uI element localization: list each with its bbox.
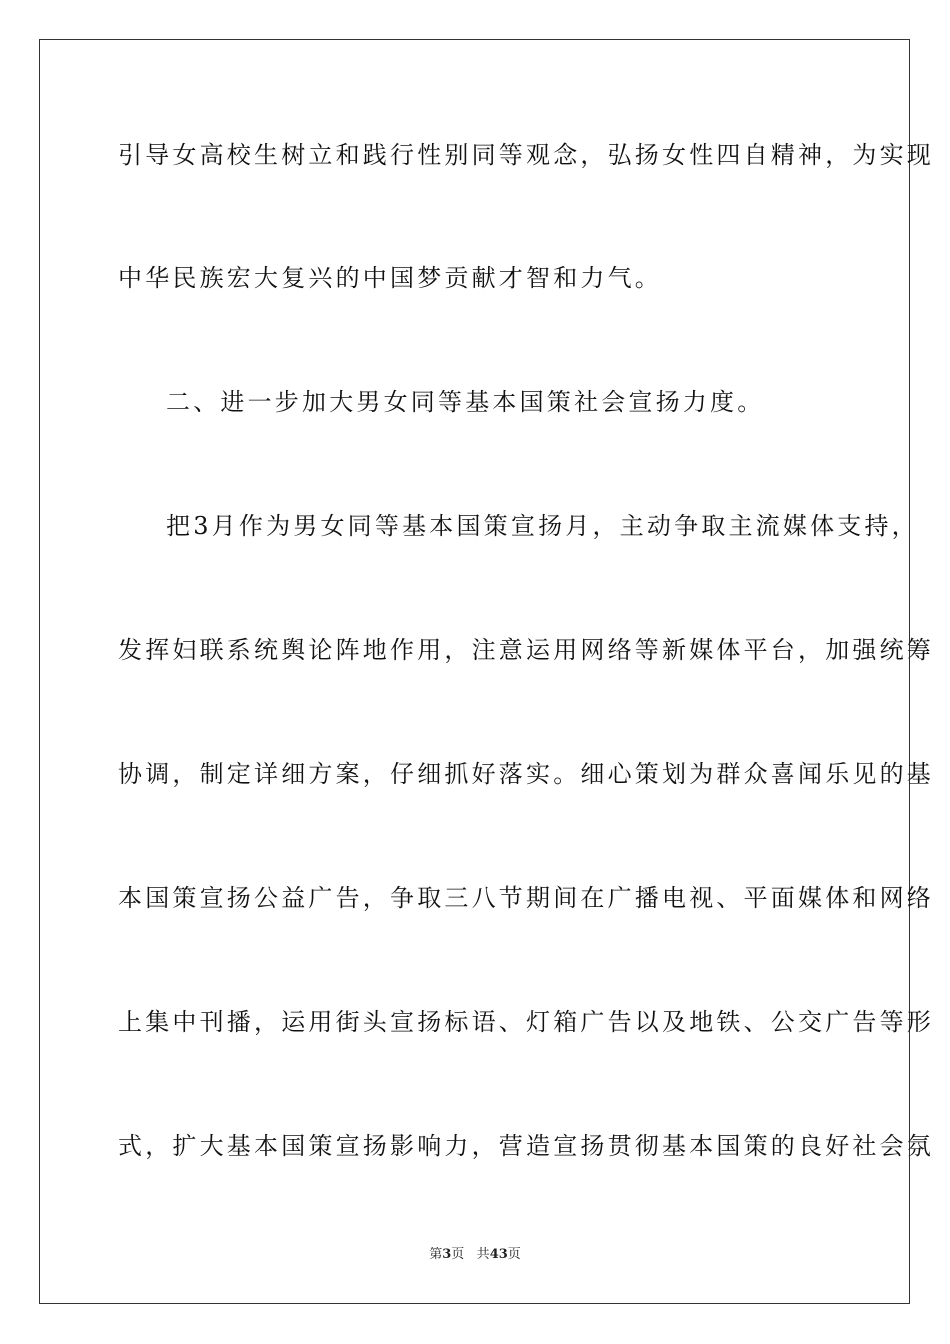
total-suffix: 页: [507, 1247, 521, 1262]
page-suffix: 页: [451, 1247, 465, 1262]
total-prefix: 共: [476, 1247, 490, 1262]
total-pages: 43: [489, 1247, 508, 1262]
page-prefix: 第: [429, 1247, 443, 1262]
body-line: 引导女高校生树立和践行性别同等观念，弘扬女性四自精神，为实现: [118, 141, 934, 169]
body-line: 本国策宣扬公益广告，争取三八节期间在广播电视、平面媒体和网络: [118, 884, 934, 912]
paragraph-first-line: 把3月作为男女同等基本国策宣扬月，主动争取主流媒体支持，: [166, 512, 919, 540]
body-line: 发挥妇联系统舆论阵地作用，注意运用网络等新媒体平台，加强统筹: [118, 636, 934, 664]
body-line: 中华民族宏大复兴的中国梦贡献才智和力气。: [118, 264, 662, 292]
body-line: 上集中刊播，运用街头宣扬标语、灯箱广告以及地铁、公交广告等形: [118, 1008, 934, 1036]
page-footer: [0, 1247, 950, 1263]
page-number: 3: [442, 1247, 452, 1262]
page-border: [39, 39, 934, 1304]
body-line: 式，扩大基本国策宣扬影响力，营造宣扬贯彻基本国策的良好社会氛: [118, 1132, 934, 1160]
body-line: 协调，制定详细方案，仔细抓好落实。细心策划为群众喜闻乐见的基: [118, 760, 934, 788]
section-heading: 二、进一步加大男女同等基本国策社会宣扬力度。: [166, 388, 765, 416]
